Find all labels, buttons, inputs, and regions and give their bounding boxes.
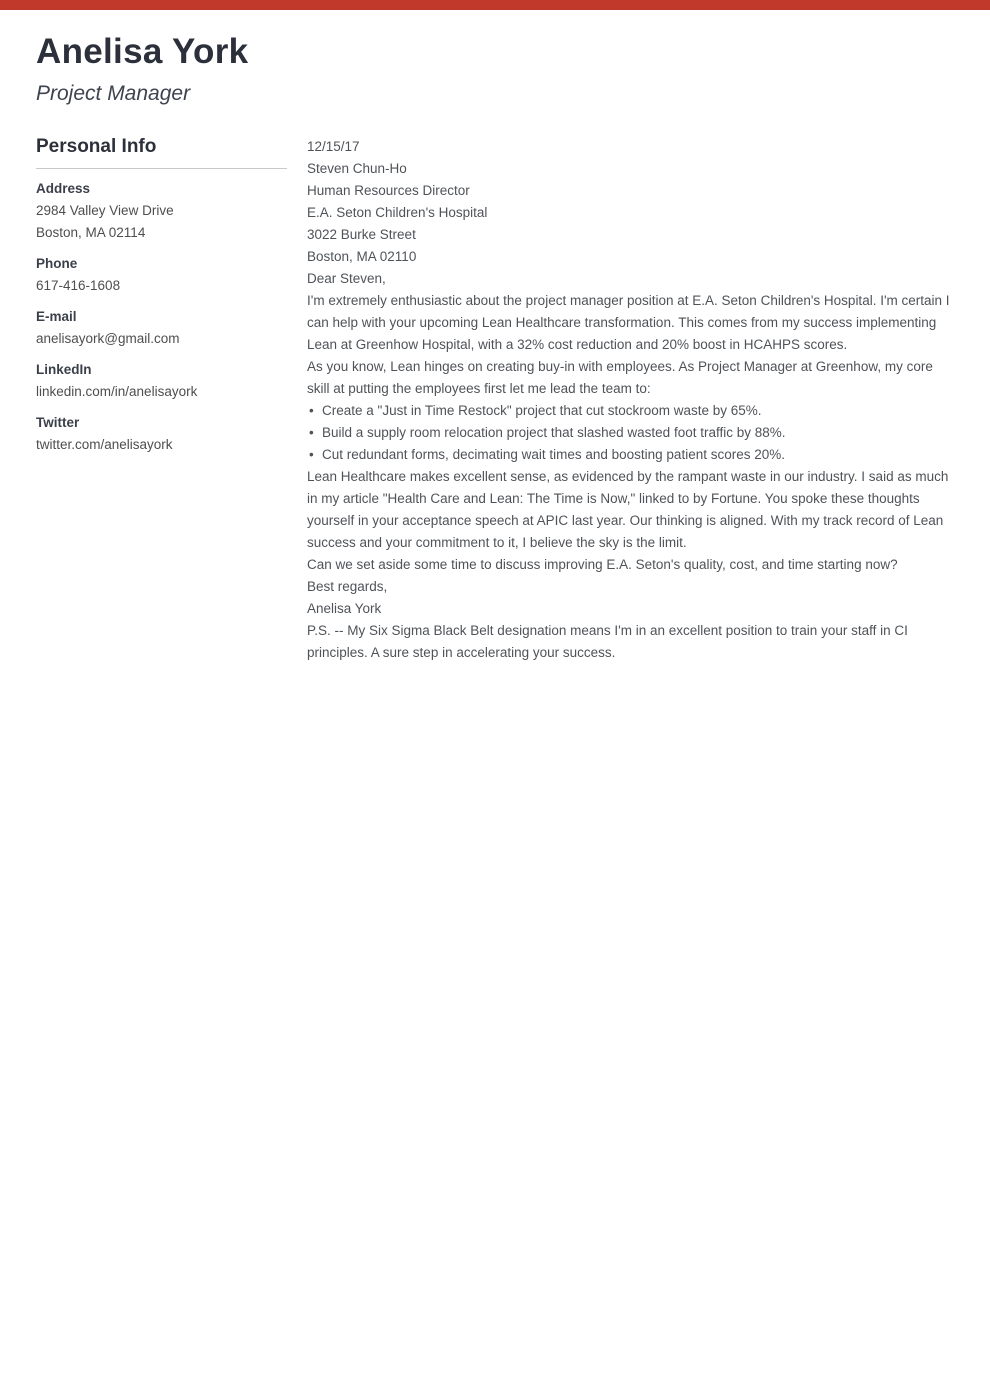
postscript: P.S. -- My Six Sigma Black Belt designation means I'm in an excellent position to train your staff in CI principles. A sure step in accelerating your success. [307,623,908,661]
letter-body [307,136,950,664]
signature-name: Anelisa York [307,601,382,617]
field-label-phone: Phone [36,256,78,272]
letter-header [36,31,950,107]
recipient-block [307,158,950,268]
list-item-text: Build a supply room relocation project that slashed wasted foot traffic by 88%. [322,425,786,441]
recipient-city: Boston, MA 02110 [307,249,417,265]
field-value-address-line1: 2984 Valley View Drive [36,203,174,219]
list-item [307,400,950,422]
recipient-company: E.A. Seton Children's Hospital [307,205,488,221]
field-value-address-line2: Boston, MA 02114 [36,225,146,241]
list-item [307,444,950,466]
field-value-twitter: twitter.com/anelisayork [36,437,173,453]
letter-date: 12/15/17 [307,139,360,155]
content-columns [36,136,950,664]
recipient-street: 3022 Burke Street [307,227,416,243]
field-label-email: E-mail [36,309,77,325]
field-value-email: anelisayork@gmail.com [36,331,180,347]
field-value-linkedin: linkedin.com/in/anelisayork [36,384,198,400]
personal-info-sidebar [36,136,287,456]
list-item-text: Cut redundant forms, decimating wait times and boosting patient scores 20%. [322,447,785,463]
achievements-list [307,400,950,466]
paragraph-intro: I'm extremely enthusiastic about the project manager position at E.A. Seton Children's Hospital. I'm certain I can help with your upcoming Lean Healthcare transformation. This comes from my success implementing Lean at Greenhow Hospital, with a 32% cost reduction and 20% boost in HCAHPS scores. [307,293,950,353]
recipient-title: Human Resources Director [307,183,470,199]
list-item [307,422,950,444]
accent-top-bar [0,0,990,10]
field-label-linkedin: LinkedIn [36,362,92,378]
salutation: Dear Steven, [307,271,386,287]
list-item-text: Create a "Just in Time Restock" project that cut stockroom waste by 65%. [322,403,762,419]
sidebar-heading: Personal Info [36,136,157,158]
sidebar-field-twitter [36,412,287,456]
field-value-phone: 617-416-1608 [36,278,121,294]
closing: Best regards, [307,579,388,595]
paragraph-call-to-action: Can we set aside some time to discuss improving E.A. Seton's quality, cost, and time starting now? [307,557,898,573]
bullet-icon: • [309,425,314,441]
recipient-name: Steven Chun-Ho [307,161,407,177]
sidebar-divider [36,168,287,169]
candidate-job-title: Project Manager [36,82,191,105]
bullet-icon: • [309,403,314,419]
paragraph-lead-in: As you know, Lean hinges on creating buy-in with employees. As Project Manager at Greenhow, my core skill at putting the employees first let me lead the team to: [307,359,933,397]
field-label-address: Address [36,181,91,197]
sidebar-field-address [36,178,287,244]
sidebar-field-email [36,306,287,350]
sidebar-field-phone [36,253,287,297]
field-label-twitter: Twitter [36,415,80,431]
candidate-name: Anelisa York [36,32,249,71]
sidebar-field-linkedin [36,359,287,403]
bullet-icon: • [309,447,314,463]
paragraph-article: Lean Healthcare makes excellent sense, as evidenced by the rampant waste in our industry. I said as much in my article "Health Care and Lean: The Time is Now," linked to by Fortune. You spoke these thoughts yourself in your acceptance speech at APIC last year. Our thinking is aligned. With my track record of Lean success and your commitment to it, I believe the sky is the limit. [307,469,949,551]
